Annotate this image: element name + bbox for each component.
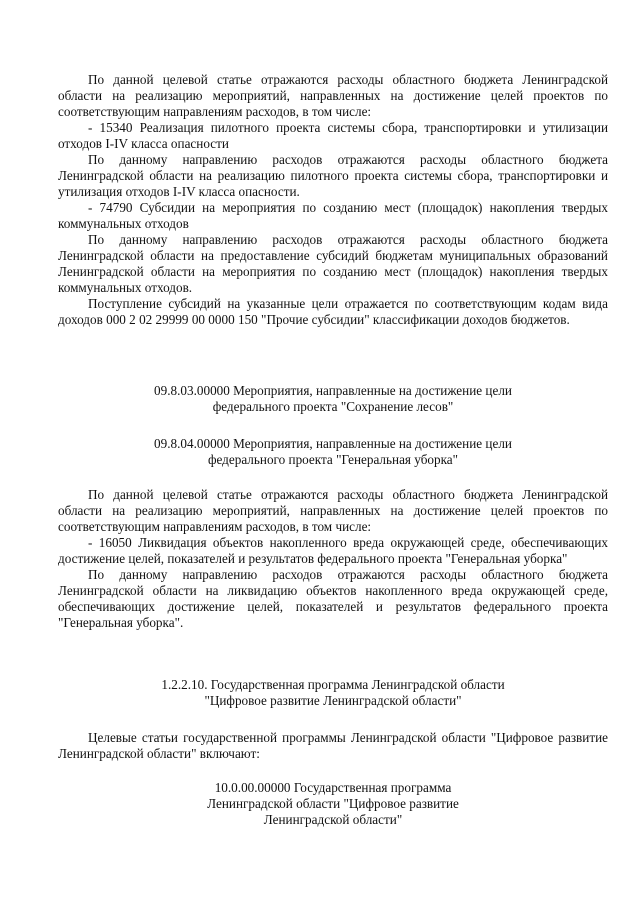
intro-section <box>58 72 608 328</box>
section-program <box>58 730 608 762</box>
heading-line: Ленинградской области "Цифровое развитие <box>207 796 459 811</box>
paragraph-15340-description: По данному направлению расходов отражаются расходы областного бюджета Ленинградской области на реализацию пилотного проекта системы сбора, транспортировки и утилизация отходов I-IV класса опасности. <box>58 152 608 199</box>
paragraph-16050-description: По данному направлению расходов отражаются расходы областного бюджета Ленинградской области на ликвидацию объектов накопленного вреда окружающей среде, обеспечивающих достижение целей, показателей и результатов федерального проекта "Генеральная уборка". <box>58 567 608 630</box>
paragraph-intro: По данной целевой статье отражаются расходы областного бюджета Ленинградской области на реализацию мероприятий, направленных на достижение целей проектов по соответствующим направлениям расходов, в том числе: <box>58 487 608 534</box>
heading-line: 1.2.2.10. Государственная программа Ленинградской области <box>161 677 505 692</box>
item-16050: - 16050 Ликвидация объектов накопленного вреда окружающей среде, обеспечивающих достижение целей, показателей и результатов федерального проекта "Генеральная уборка" <box>58 535 608 566</box>
paragraph-74790-description: По данному направлению расходов отражаются расходы областного бюджета Ленинградской области на предоставление субсидий бюджетам муниципальных образований Ленинградской области на мероприятия по созданию мест (площадок) накопления твердых коммунальных отходов. <box>58 232 608 295</box>
heading-line: федерального проекта "Генеральная уборка" <box>207 452 459 467</box>
paragraph-subsidy-codes: Поступление субсидий на указанные цели отражается по соответствующим кодам вида доходов 000 2 02 29999 00 0000 150 "Прочие субсидии" классификации доходов бюджетов. <box>58 296 608 327</box>
heading-line: Ленинградской области" <box>263 812 403 827</box>
paragraph-intro: По данной целевой статье отражаются расходы областного бюджета Ленинградской области на реализацию мероприятий, направленных на достижение целей проектов по соответствующим направлениям расходов, в том числе: <box>58 72 608 119</box>
heading-1-2-2-10 <box>58 677 608 709</box>
heading-line: 09.8.03.00000 Мероприятия, направленные на достижение цели <box>154 383 512 398</box>
heading-09-8-04 <box>58 436 608 468</box>
item-74790: - 74790 Субсидии на мероприятия по созданию мест (площадок) накопления твердых коммунальных отходов <box>58 200 608 231</box>
heading-line: "Цифровое развитие Ленинградской области" <box>204 693 462 708</box>
section-09-8-04 <box>58 487 608 631</box>
heading-10-0-00 <box>58 780 608 828</box>
heading-line: 10.0.00.00000 Государственная программа <box>214 780 452 795</box>
heading-line: 09.8.04.00000 Мероприятия, направленные на достижение цели <box>154 436 512 451</box>
paragraph-program-intro: Целевые статьи государственной программы Ленинградской области "Цифровое развитие Ленинградской области" включают: <box>58 730 608 761</box>
item-15340: - 15340 Реализация пилотного проекта системы сбора, транспортировки и утилизации отходов I-IV класса опасности <box>58 120 608 151</box>
heading-09-8-03 <box>58 383 608 415</box>
heading-line: федерального проекта "Сохранение лесов" <box>212 399 454 414</box>
